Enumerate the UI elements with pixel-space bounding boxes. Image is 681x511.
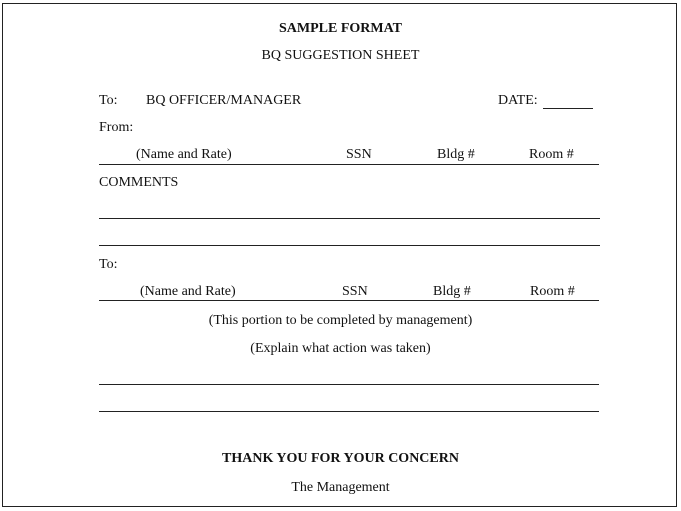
to2-room-caption: Room # — [530, 284, 575, 299]
date-label: DATE: — [498, 93, 538, 108]
form-subtitle: BQ SUGGESTION SHEET — [261, 48, 420, 63]
form-border — [2, 3, 677, 507]
management-note: (This portion to be completed by management) — [208, 313, 473, 328]
comments-line-1[interactable] — [99, 218, 600, 219]
to2-signature-line[interactable] — [99, 300, 599, 301]
comments-line-2[interactable] — [99, 245, 600, 246]
from-bldg-caption: Bldg # — [437, 147, 475, 162]
from-room-caption: Room # — [529, 147, 574, 162]
closing-text: THANK YOU FOR YOUR CONCERN — [222, 451, 459, 466]
to-value: BQ OFFICER/MANAGER — [146, 93, 302, 108]
from-name-caption: (Name and Rate) — [136, 147, 232, 162]
from-signature-line[interactable] — [99, 164, 599, 165]
from-ssn-caption: SSN — [346, 147, 372, 162]
form-title: SAMPLE FORMAT — [278, 21, 402, 36]
from-label: From: — [99, 120, 134, 135]
to2-bldg-caption: Bldg # — [433, 284, 471, 299]
to2-name-caption: (Name and Rate) — [140, 284, 236, 299]
to2-label: To: — [99, 257, 118, 272]
management-signature: The Management — [291, 480, 390, 495]
to-label: To: — [99, 93, 118, 108]
date-field[interactable] — [543, 108, 593, 109]
comments-label: COMMENTS — [99, 175, 179, 190]
action-line-1[interactable] — [99, 384, 599, 385]
action-line-2[interactable] — [99, 411, 599, 412]
to2-ssn-caption: SSN — [342, 284, 368, 299]
explain-note: (Explain what action was taken) — [250, 341, 431, 356]
